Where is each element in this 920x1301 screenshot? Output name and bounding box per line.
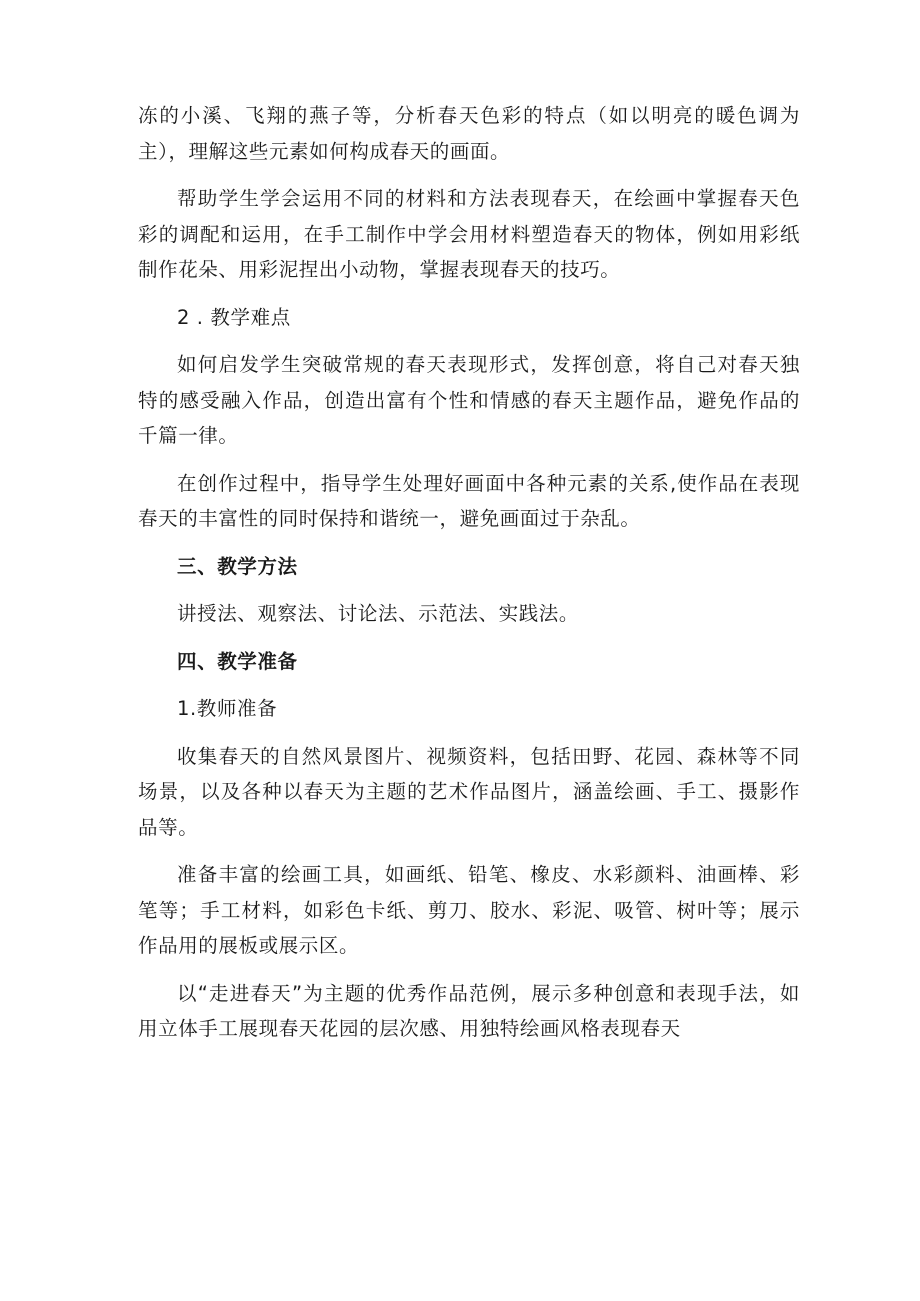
paragraph-methods-list: 讲授法、观察法、讨论法、示范法、实践法。: [177, 602, 580, 625]
heading-teaching-preparation: 四、教学准备: [177, 649, 298, 673]
heading-teaching-difficulty: 2 . 教学难点: [177, 305, 291, 329]
heading-teacher-preparation: 1.教师准备: [177, 697, 278, 720]
paragraph-difficulty-creativity: 如何启发学生突破常规的春天表现形式，发挥创意，将自己对春天独特的感受融入作品，创造出富有个性和情感的春天主题作品，避免作品的千篇一律。: [138, 353, 800, 447]
heading-teaching-methods: 三、教学方法: [177, 554, 298, 578]
paragraph-collect-materials: 收集春天的自然风景图片、视频资料，包括田野、花园、森林等不同场景，以及各种以春天为主题的艺术作品图片，涵盖绘画、手工、摄影作品等。: [138, 744, 800, 839]
document-page: [138, 98, 800, 1059]
paragraph-spring-elements: 冻的小溪、飞翔的燕子等，分析春天色彩的特点（如以明亮的暖色调为主），理解这些元素如何构成春天的画面。: [138, 104, 800, 163]
paragraph-materials-methods: 帮助学生学会运用不同的材料和方法表现春天，在绘画中掌握春天色彩的调配和运用，在手工制作中学会用材料塑造春天的物体，例如用彩纸制作花朵、用彩泥捏出小动物，掌握表现春天的技巧。: [138, 187, 800, 281]
paragraph-prepare-tools: 准备丰富的绘画工具，如画纸、铅笔、橡皮、水彩颜料、油画棒、彩笔等；手工材料，如彩色卡纸、剪刀、胶水、彩泥、吸管、树叶等；展示作品用的展板或展示区。: [138, 863, 800, 957]
paragraph-difficulty-composition: 在创作过程中，指导学生处理好画面中各种元素的关系,使作品在表现春天的丰富性的同时保持和谐统一，避免画面过于杂乱。: [138, 471, 800, 530]
paragraph-example-works: 以“走进春天”为主题的优秀作品范例，展示多种创意和表现手法，如用立体手工展现春天花园的层次感、用独特绘画风格表现春天: [138, 981, 800, 1040]
